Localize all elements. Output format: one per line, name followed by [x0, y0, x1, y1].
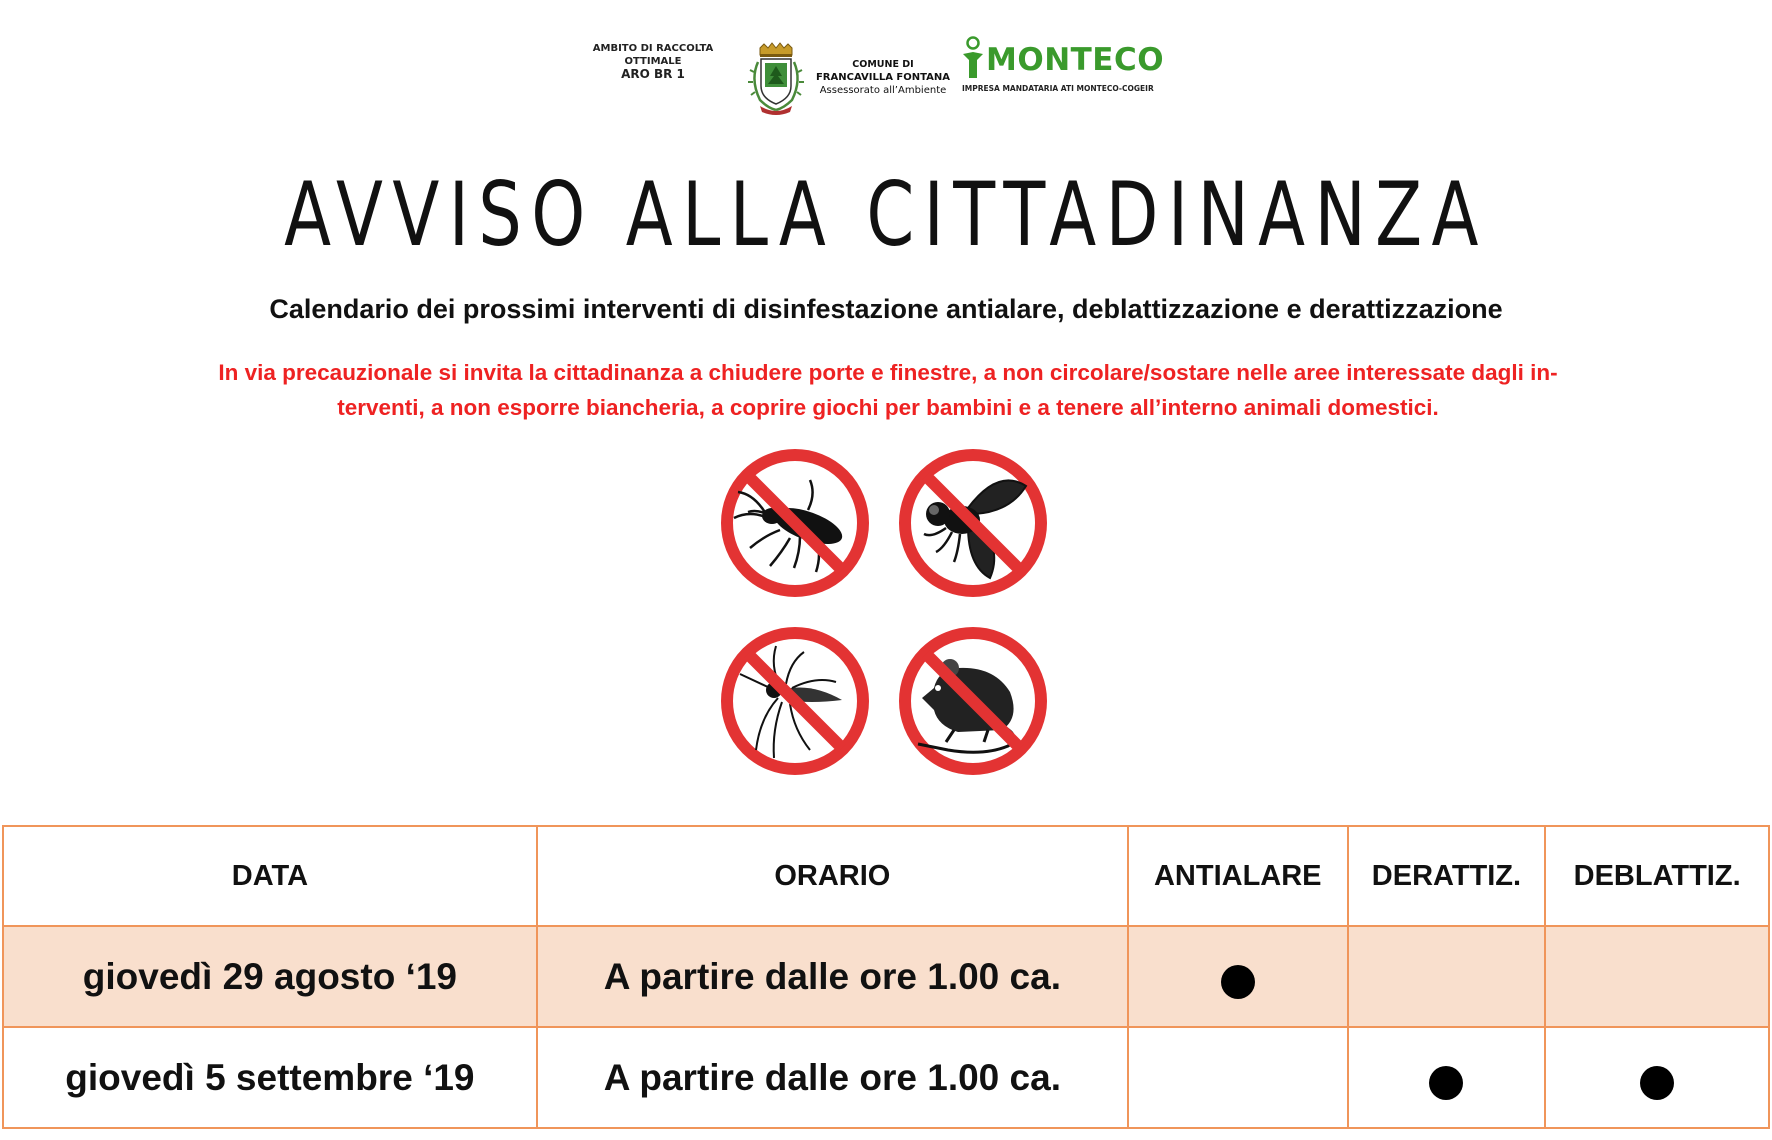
cell-orario: A partire dalle ore 1.00 ca. [537, 926, 1128, 1027]
check-dot-icon [1429, 1066, 1463, 1100]
comune-line2: FRANCAVILLA FONTANA [815, 72, 951, 83]
monteco-figure-icon [960, 36, 986, 80]
monteco-logo [960, 32, 1165, 102]
header-orario: ORARIO [537, 826, 1128, 926]
table-row [3, 1027, 1769, 1128]
header-data: DATA [3, 826, 537, 926]
warning-line1: In via precauzionale si invita la cittadinanza a chiudere porte e finestre, a non circolare/sostare nelle aree interessate dagli in- [218, 360, 1558, 385]
no-cockroach-icon [720, 448, 870, 598]
aro-line3: ARO BR 1 [621, 67, 685, 81]
cell-data: giovedì 29 agosto ‘19 [3, 926, 537, 1027]
no-rat-icon [898, 626, 1048, 776]
no-fly-icon [898, 448, 1048, 598]
header-deblattiz: DEBLATTIZ. [1545, 826, 1769, 926]
aro-line2: OTTIMALE [624, 56, 682, 67]
cell-deblattiz [1545, 1027, 1769, 1128]
header-derattiz: DERATTIZ. [1348, 826, 1546, 926]
aro-line1: AMBITO DI RACCOLTA [592, 43, 714, 54]
monteco-name: MONTECO [986, 42, 1165, 78]
cell-antialare [1128, 926, 1348, 1027]
table-row [3, 926, 1769, 1027]
cell-data: giovedì 5 settembre ‘19 [3, 1027, 537, 1128]
page-subtitle: Calendario dei prossimi interventi di disinfestazione antialare, deblattizzazione e derattizzazione [269, 294, 1503, 324]
page-title: AVVISO ALLA CITTADINANZA [284, 163, 1488, 266]
monteco-subtitle: IMPRESA MANDATARIA ATI MONTECO-COGEIR [962, 84, 1154, 93]
table-header-row [3, 826, 1769, 926]
precaution-warning [38, 355, 1738, 425]
comune-text [808, 58, 958, 97]
cell-derattiz [1348, 926, 1546, 1027]
cell-antialare [1128, 1027, 1348, 1128]
comune-crest-icon [746, 42, 806, 116]
no-mosquito-icon [720, 626, 870, 776]
schedule-table [2, 825, 1770, 1129]
header-antialare: ANTIALARE [1128, 826, 1348, 926]
aro-logo [588, 42, 718, 81]
header-logos [0, 32, 1772, 122]
comune-line3: Assessorato all’Ambiente [819, 85, 947, 96]
check-dot-icon [1640, 1066, 1674, 1100]
cell-orario: A partire dalle ore 1.00 ca. [537, 1027, 1128, 1128]
cell-derattiz [1348, 1027, 1546, 1128]
warning-line2: terventi, a non esporre biancheria, a coprire giochi per bambini e a tenere all’interno animali domestici. [337, 395, 1439, 420]
pest-icons-grid [720, 448, 1060, 788]
comune-logo [740, 38, 955, 118]
cell-deblattiz [1545, 926, 1769, 1027]
check-dot-icon [1221, 965, 1255, 999]
comune-line1: COMUNE DI [852, 59, 914, 70]
